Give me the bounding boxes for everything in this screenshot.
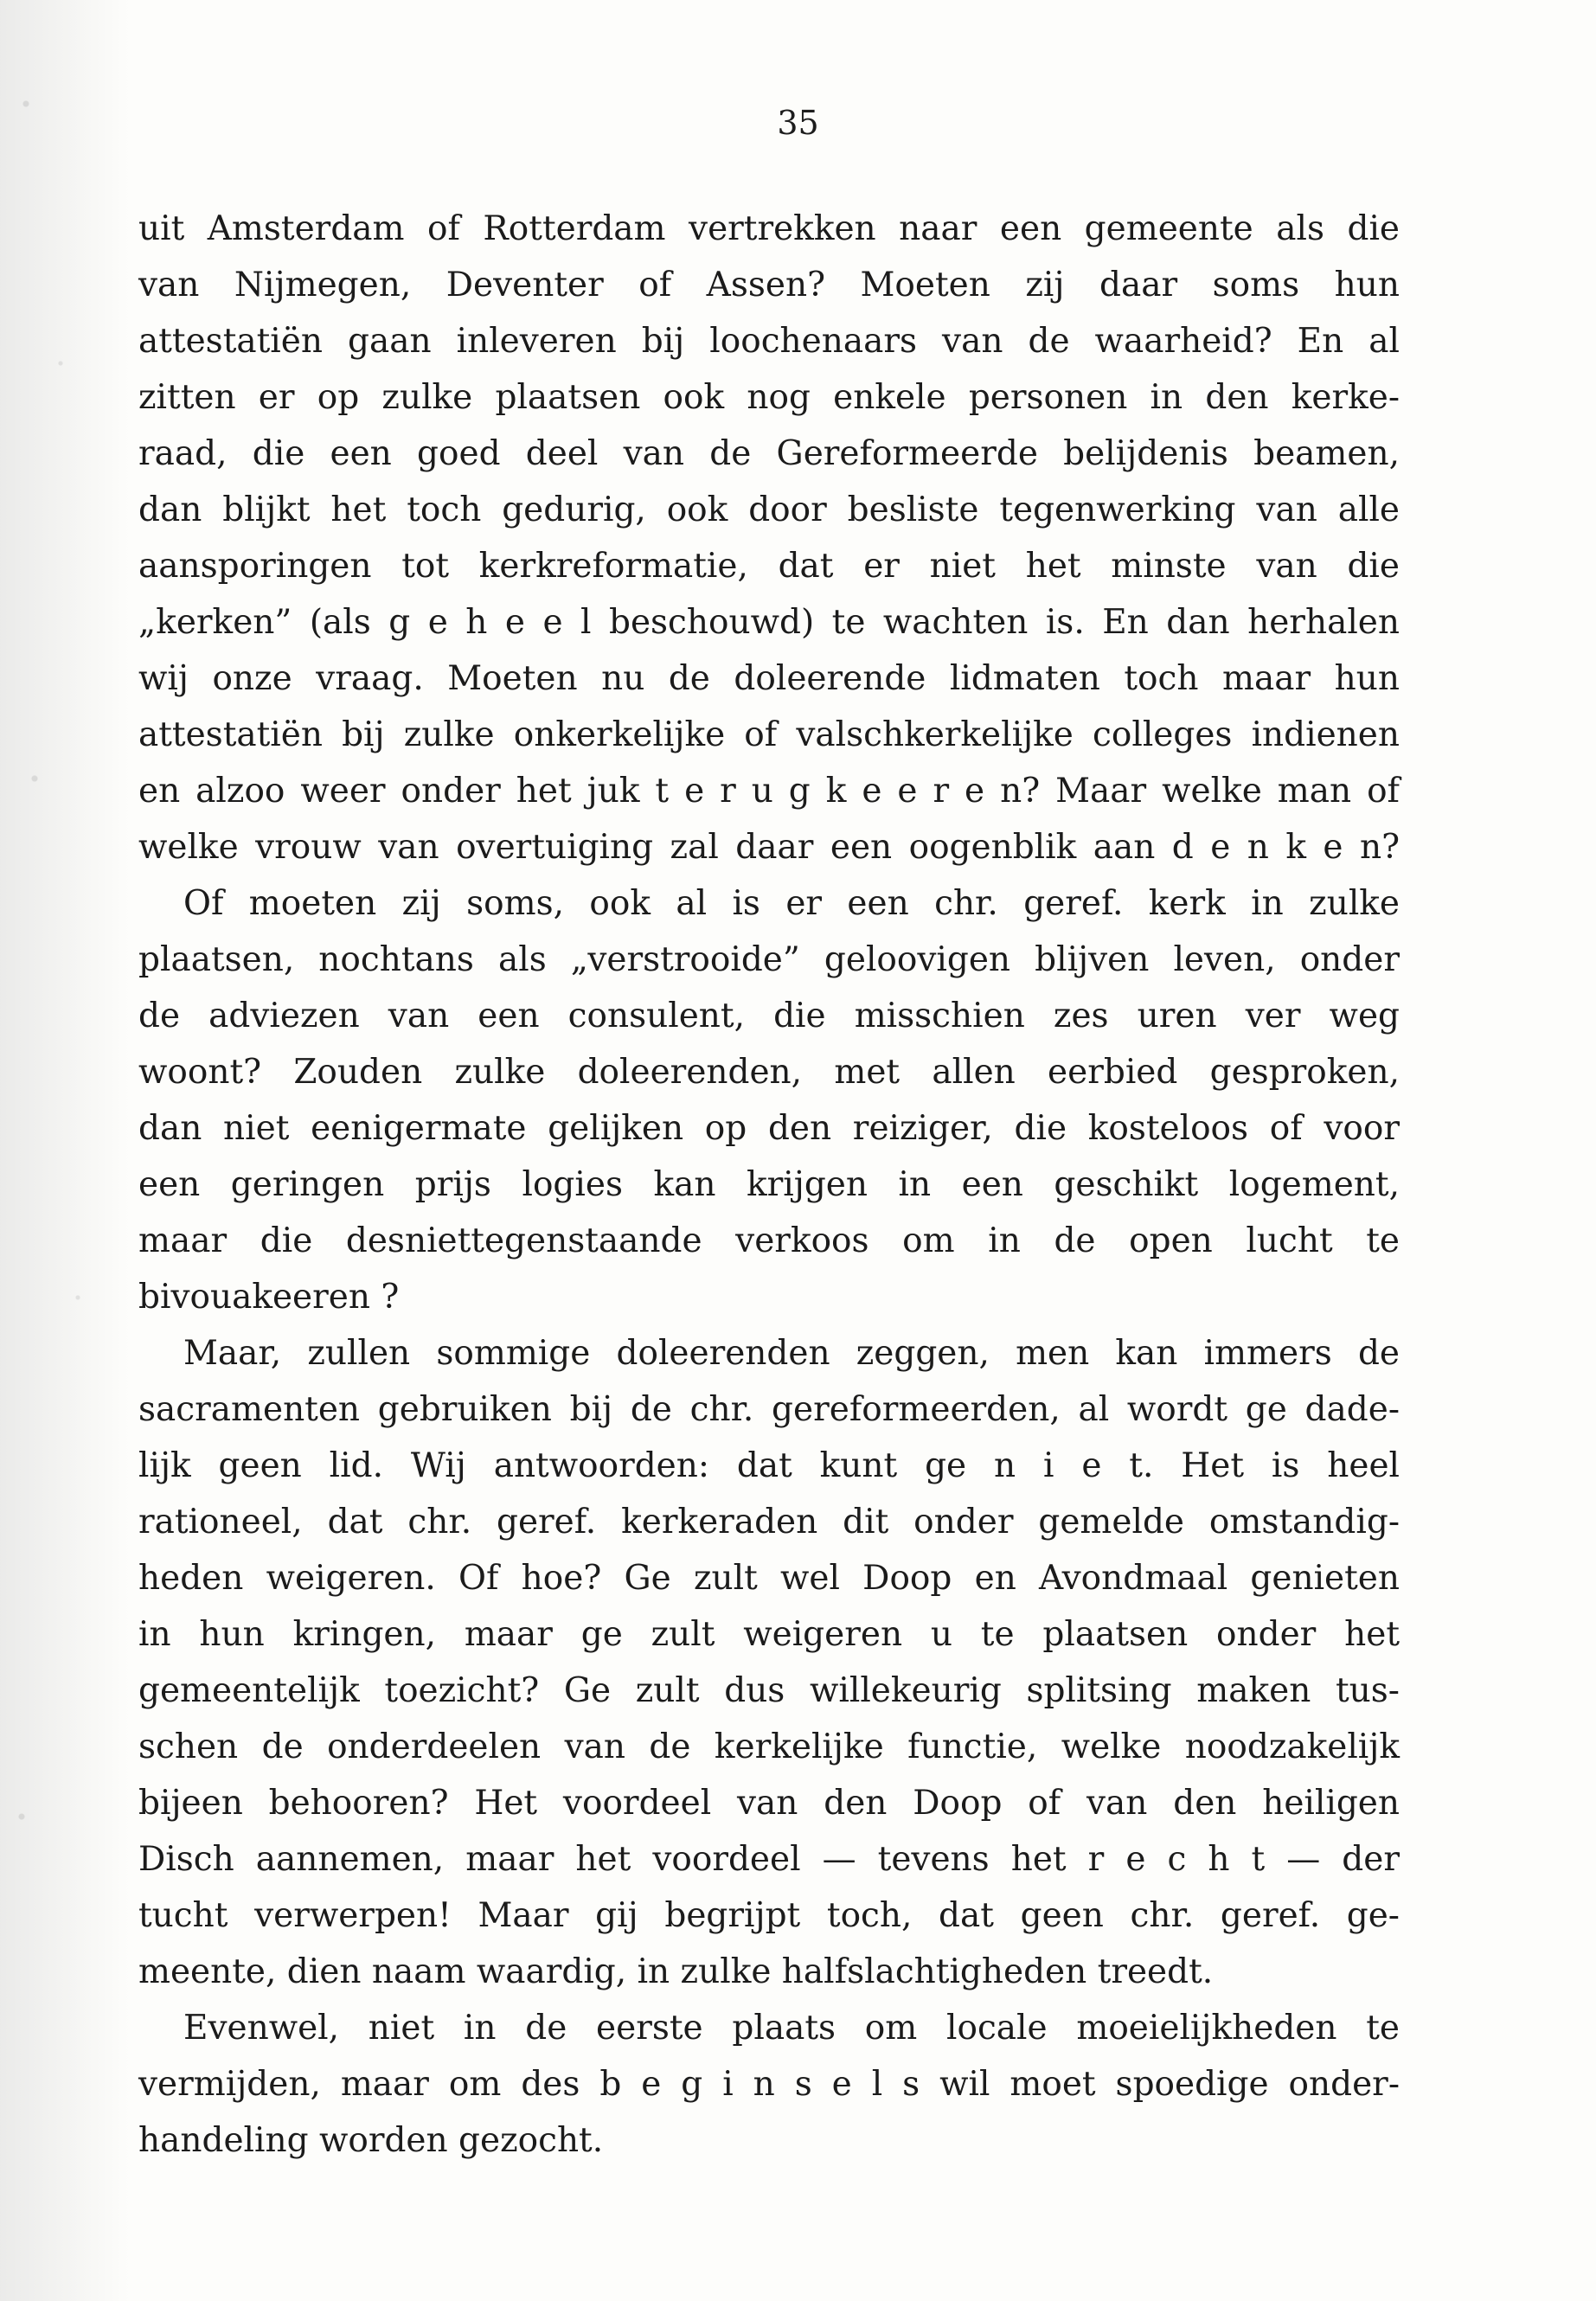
- text-line: raad, die een goed deel van de Gereformeerde belijdenis beamen,: [138, 434, 1400, 473]
- text-line: bijeen behooren? Het voordeel van den Doop of van den heiligen: [138, 1784, 1400, 1823]
- text-line: sacramenten gebruiken bij de chr. gereformeerden, al wordt ge dade-: [138, 1390, 1400, 1429]
- text-line: woont? Zouden zulke doleerenden, met allen eerbied gesproken,: [138, 1053, 1400, 1092]
- text-line: in hun kringen, maar ge zult weigeren u te plaatsen onder het: [138, 1615, 1400, 1654]
- text-line: welke vrouw van overtuiging zal daar een oogenblik aan d e n k e n?: [138, 828, 1400, 867]
- text-line: schen de onderdeelen van de kerkelijke functie, welke noodzakelijk: [138, 1727, 1400, 1766]
- text-line: lijk geen lid. Wij antwoorden: dat kunt ge n i e t. Het is heel: [138, 1446, 1400, 1485]
- text-line: Maar, zullen sommige doleerenden zeggen, men kan immers de: [183, 1334, 1400, 1373]
- text-line: tucht verwerpen! Maar gij begrijpt toch, dat geen chr. geref. ge-: [138, 1896, 1400, 1935]
- text-line: dan niet eenigermate gelijken op den reiziger, die kosteloos of voor: [138, 1109, 1400, 1148]
- text-line: attestatiën bij zulke onkerkelijke of valschkerkelijke colleges indienen: [138, 715, 1400, 754]
- text-line: meente, dien naam waardig, in zulke halfslachtigheden treedt.: [138, 1952, 1214, 1991]
- text-line: van Nijmegen, Deventer of Assen? Moeten zij daar soms hun: [138, 266, 1400, 304]
- text-line: plaatsen, nochtans als „verstrooide” geloovigen blijven leven, onder: [138, 940, 1400, 979]
- page-number: 35: [777, 104, 819, 142]
- text-line: Of moeten zij soms, ook al is er een chr. geref. kerk in zulke: [183, 884, 1400, 923]
- text-line: bivouakeeren ?: [138, 1278, 400, 1317]
- text-line: aansporingen tot kerkreformatie, dat er niet het minste van die: [138, 547, 1400, 586]
- text-line: gemeentelijk toezicht? Ge zult dus willekeurig splitsing maken tus-: [138, 1671, 1400, 1710]
- text-line: wij onze vraag. Moeten nu de doleerende lidmaten toch maar hun: [138, 659, 1400, 698]
- text-line: dan blijkt het toch gedurig, ook door besliste tegenwerking van alle: [138, 490, 1400, 529]
- text-line: „kerken” (als g e h e e l beschouwd) te wachten is. En dan herhalen: [138, 603, 1400, 642]
- text-line: rationeel, dat chr. geref. kerkeraden dit onder gemelde omstandig-: [138, 1503, 1400, 1541]
- text-line: vermijden, maar om des b e g i n s e l s wil moet spoedige onder-: [138, 2065, 1400, 2104]
- text-line: handeling worden gezocht.: [138, 2121, 604, 2160]
- text-line: heden weigeren. Of hoe? Ge zult wel Doop en Avondmaal genieten: [138, 1559, 1400, 1598]
- text-line: zitten er op zulke plaatsen ook nog enkele personen in den kerke-: [138, 378, 1400, 417]
- text-line: maar die desniettegenstaande verkoos om in de open lucht te: [138, 1221, 1400, 1260]
- text-line: en alzoo weer onder het juk t e r u g k e e r e n? Maar welke man of: [138, 772, 1400, 811]
- text-line: een geringen prijs logies kan krijgen in een geschikt logement,: [138, 1165, 1400, 1204]
- scan-edge-shading: [0, 0, 130, 2301]
- text-line: uit Amsterdam of Rotterdam vertrekken naar een gemeente als die: [138, 209, 1400, 248]
- text-line: attestatiën gaan inleveren bij loochenaars van de waarheid? En al: [138, 322, 1400, 361]
- body-text: [138, 201, 1400, 2169]
- text-line: Disch aannemen, maar het voordeel — tevens het r e c h t — der: [138, 1840, 1400, 1879]
- text-line: de adviezen van een consulent, die misschien zes uren ver weg: [138, 997, 1400, 1035]
- text-line: Evenwel, niet in de eerste plaats om locale moeielijkheden te: [183, 2009, 1400, 2048]
